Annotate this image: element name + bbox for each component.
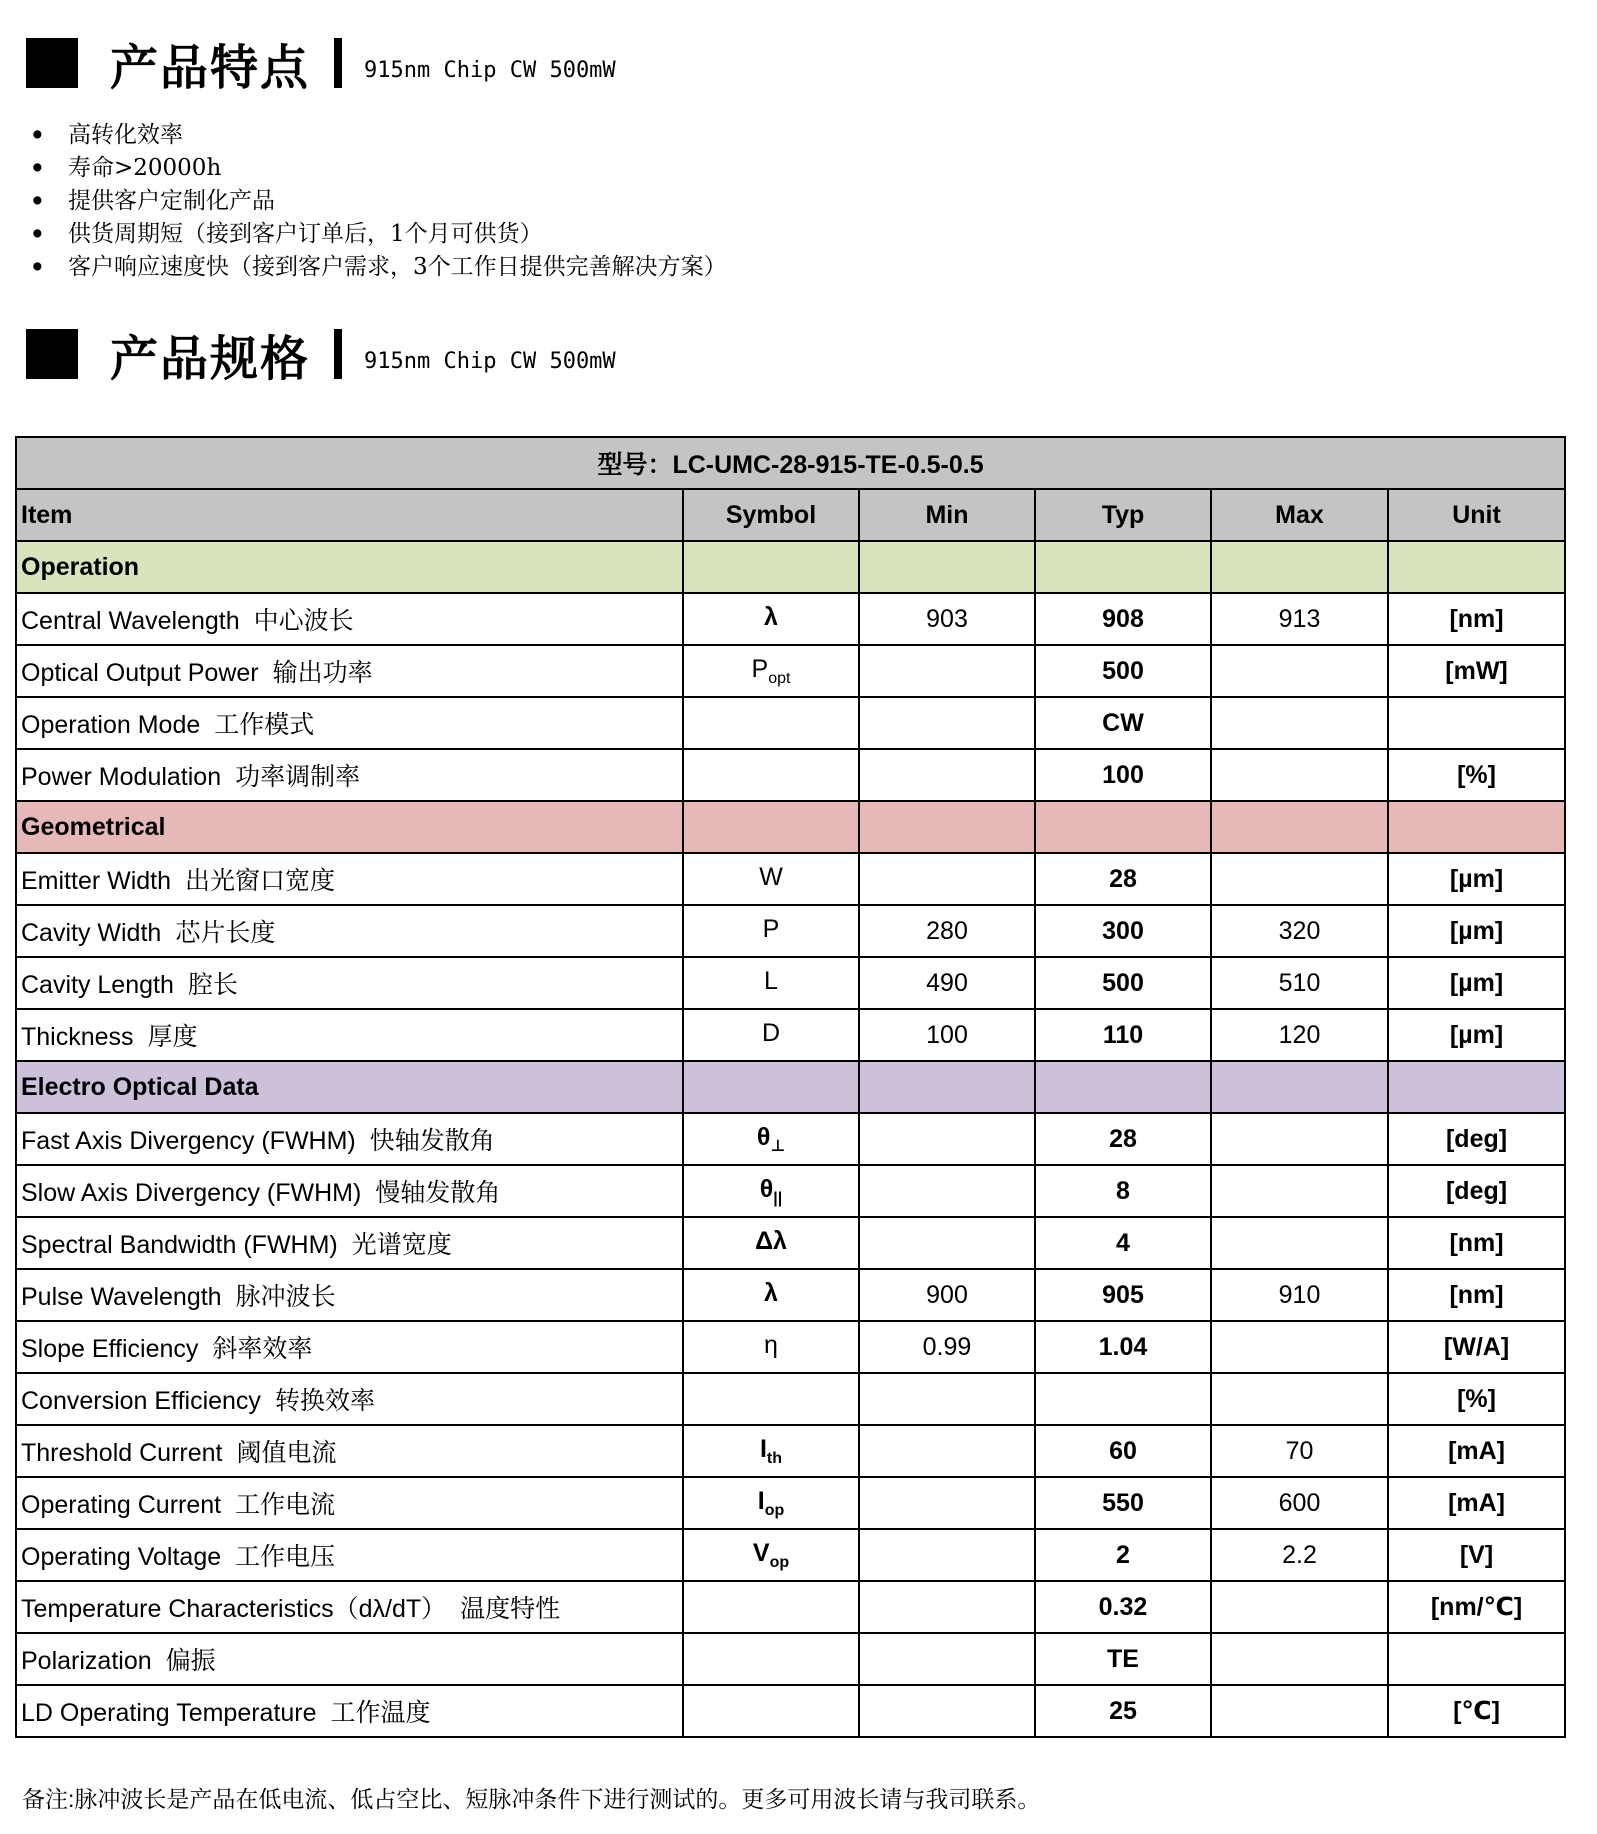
max-cell — [1211, 645, 1388, 697]
table-row — [16, 1529, 1565, 1581]
group-filler — [1211, 541, 1388, 593]
min-cell: 490 — [859, 957, 1035, 1009]
max-cell — [1211, 1321, 1388, 1373]
table-row — [16, 1165, 1565, 1217]
unit-cell: [V] — [1388, 1529, 1565, 1581]
symbol-subscript: opt — [768, 669, 791, 687]
symbol: I — [759, 1434, 767, 1463]
item-name-cn: 中心波长 — [253, 607, 354, 635]
heading-square-icon — [26, 329, 78, 379]
min-cell — [859, 1113, 1035, 1165]
max-cell — [1211, 1165, 1388, 1217]
symbol-cell — [683, 1009, 859, 1061]
typ-cell: 28 — [1035, 853, 1211, 905]
min-cell — [859, 1633, 1035, 1685]
symbol-cell — [683, 905, 859, 957]
max-cell — [1211, 697, 1388, 749]
unit-cell: [deg] — [1388, 1165, 1565, 1217]
symbol-cell — [683, 1165, 859, 1217]
item-cell — [16, 749, 683, 801]
heading-divider — [334, 329, 342, 379]
symbol-cell — [683, 853, 859, 905]
unit-cell: [nm] — [1388, 593, 1565, 645]
typ-cell — [1035, 1373, 1211, 1425]
group-filler — [1388, 1061, 1565, 1113]
item-name: Central Wavelength — [21, 607, 240, 635]
unit-cell: [nm] — [1388, 1269, 1565, 1321]
item-cell — [16, 1217, 683, 1269]
group-row — [16, 801, 1565, 853]
min-cell: 0.99 — [859, 1321, 1035, 1373]
unit-cell — [1388, 697, 1565, 749]
item-name-cn: 温度特性 — [460, 1595, 561, 1623]
symbol: Δλ — [755, 1226, 787, 1255]
item-name-cn: 功率调制率 — [235, 763, 361, 791]
symbol: W — [759, 862, 783, 891]
min-cell — [859, 1373, 1035, 1425]
typ-cell: 60 — [1035, 1425, 1211, 1477]
item-cell — [16, 1633, 683, 1685]
col-header-unit: Unit — [1388, 489, 1565, 541]
unit-cell: [mA] — [1388, 1425, 1565, 1477]
group-filler — [1035, 801, 1211, 853]
unit-cell: [µm] — [1388, 853, 1565, 905]
typ-cell: 300 — [1035, 905, 1211, 957]
symbol: V — [752, 1538, 770, 1567]
item-name: Power Modulation — [21, 763, 222, 791]
table-row — [16, 1373, 1565, 1425]
min-cell — [859, 749, 1035, 801]
col-header-max: Max — [1211, 489, 1388, 541]
item-cell — [16, 1529, 683, 1581]
symbol-cell — [683, 1113, 859, 1165]
unit-cell: [µm] — [1388, 905, 1565, 957]
item-name-cn: 出光窗口宽度 — [185, 867, 336, 895]
item-name: LD Operating Temperature — [21, 1699, 317, 1727]
spec-subtitle: 915nm Chip CW 500mW — [364, 348, 616, 374]
col-header-min: Min — [859, 489, 1035, 541]
spec-heading — [26, 324, 616, 387]
group-filler — [683, 1061, 859, 1113]
symbol: η — [764, 1330, 778, 1359]
max-cell: 120 — [1211, 1009, 1388, 1061]
item-name: Operating Current — [21, 1491, 222, 1519]
item-cell — [16, 853, 683, 905]
item-name: Operation Mode — [21, 711, 201, 739]
bullet-icon: • — [30, 155, 45, 182]
item-name: Cavity Width — [21, 919, 162, 947]
group-filler — [859, 1061, 1035, 1113]
max-cell: 913 — [1211, 593, 1388, 645]
spec-table — [15, 436, 1566, 1738]
item-cell — [16, 957, 683, 1009]
min-cell — [859, 1477, 1035, 1529]
item-name-cn: 慢轴发散角 — [375, 1179, 501, 1207]
unit-cell: [mA] — [1388, 1477, 1565, 1529]
unit-cell: [%] — [1388, 749, 1565, 801]
symbol-cell — [683, 697, 859, 749]
symbol-cell — [683, 1529, 859, 1581]
group-filler — [859, 801, 1035, 853]
item-cell — [16, 905, 683, 957]
group-filler — [1388, 541, 1565, 593]
table-row — [16, 853, 1565, 905]
min-cell — [859, 1425, 1035, 1477]
list-item: • 供货周期短（接到客户订单后，1个月可供货） — [26, 218, 727, 251]
unit-cell: [nm/℃] — [1388, 1581, 1565, 1633]
max-cell: 320 — [1211, 905, 1388, 957]
bullet-icon: • — [30, 188, 45, 215]
symbol-cell — [683, 1685, 859, 1737]
max-cell — [1211, 1633, 1388, 1685]
table-row — [16, 1581, 1565, 1633]
item-name-cn: 工作电压 — [235, 1543, 336, 1571]
min-cell — [859, 1529, 1035, 1581]
list-item: • 高转化效率 — [26, 119, 727, 152]
item-name-cn: 输出功率 — [272, 659, 373, 687]
max-cell — [1211, 749, 1388, 801]
max-cell: 70 — [1211, 1425, 1388, 1477]
typ-cell: 500 — [1035, 645, 1211, 697]
table-row — [16, 1321, 1565, 1373]
features-subtitle: 915nm Chip CW 500mW — [364, 57, 616, 83]
item-name: Slow Axis Divergency (FWHM) — [21, 1179, 362, 1207]
min-cell — [859, 1217, 1035, 1269]
item-name-cn: 工作温度 — [330, 1699, 431, 1727]
symbol-cell — [683, 1633, 859, 1685]
table-row — [16, 1633, 1565, 1685]
item-name: Polarization — [21, 1647, 152, 1675]
min-cell — [859, 1165, 1035, 1217]
symbol-cell — [683, 957, 859, 1009]
max-cell — [1211, 1113, 1388, 1165]
item-name: Emitter Width — [21, 867, 172, 895]
group-filler — [1035, 541, 1211, 593]
item-cell — [16, 1009, 683, 1061]
item-cell — [16, 1685, 683, 1737]
item-cell — [16, 1269, 683, 1321]
list-item: • 寿命>20000h — [26, 152, 727, 185]
group-filler — [1211, 1061, 1388, 1113]
table-row — [16, 1425, 1565, 1477]
item-name-cn: 工作模式 — [214, 711, 315, 739]
group-filler — [1388, 801, 1565, 853]
item-name-cn: 快轴发散角 — [369, 1127, 495, 1155]
symbol-cell — [683, 1581, 859, 1633]
max-cell: 2.2 — [1211, 1529, 1388, 1581]
symbol-subscript: || — [773, 1189, 783, 1207]
spec-title: 产品规格 — [110, 330, 311, 387]
item-cell — [16, 1113, 683, 1165]
table-row — [16, 645, 1565, 697]
list-item: • 提供客户定制化产品 — [26, 185, 727, 218]
item-name-cn: 腔长 — [187, 971, 238, 999]
item-name-cn: 芯片长度 — [175, 919, 276, 947]
item-name: Operating Voltage — [21, 1543, 222, 1571]
heading-divider — [334, 38, 342, 88]
item-name-cn: 阈值电流 — [236, 1439, 337, 1467]
col-header-typ: Typ — [1035, 489, 1211, 541]
max-cell — [1211, 1373, 1388, 1425]
typ-cell: 908 — [1035, 593, 1211, 645]
max-cell: 910 — [1211, 1269, 1388, 1321]
unit-cell: [mW] — [1388, 645, 1565, 697]
item-name: Optical Output Power — [21, 659, 259, 687]
table-row — [16, 749, 1565, 801]
item-name: Slope Efficiency — [21, 1335, 199, 1363]
group-filler — [683, 801, 859, 853]
table-row — [16, 1269, 1565, 1321]
item-cell — [16, 1425, 683, 1477]
max-cell — [1211, 853, 1388, 905]
unit-cell: [deg] — [1388, 1113, 1565, 1165]
table-row — [16, 1113, 1565, 1165]
item-cell — [16, 1581, 683, 1633]
symbol-cell — [683, 593, 859, 645]
symbol: P — [751, 654, 769, 683]
group-filler — [1035, 1061, 1211, 1113]
feature-list — [26, 119, 727, 284]
symbol-cell — [683, 1321, 859, 1373]
typ-cell: 550 — [1035, 1477, 1211, 1529]
item-name: Threshold Current — [21, 1439, 223, 1467]
item-name: Spectral Bandwidth (FWHM) — [21, 1231, 338, 1259]
symbol-cell — [683, 1373, 859, 1425]
table-row — [16, 1217, 1565, 1269]
symbol-cell — [683, 749, 859, 801]
unit-cell: [W/A] — [1388, 1321, 1565, 1373]
typ-cell: 500 — [1035, 957, 1211, 1009]
table-row — [16, 1685, 1565, 1737]
table-row — [16, 697, 1565, 749]
item-name: Temperature Characteristics（dλ/dT） — [21, 1595, 447, 1623]
typ-cell: 25 — [1035, 1685, 1211, 1737]
typ-cell: 100 — [1035, 749, 1211, 801]
max-cell — [1211, 1685, 1388, 1737]
typ-cell: 2 — [1035, 1529, 1211, 1581]
group-label: Geometrical — [16, 801, 683, 853]
typ-cell: 0.32 — [1035, 1581, 1211, 1633]
symbol: P — [762, 914, 780, 943]
item-name: Fast Axis Divergency (FWHM) — [21, 1127, 356, 1155]
group-filler — [1211, 801, 1388, 853]
symbol-subscript: op — [769, 1553, 790, 1571]
max-cell: 600 — [1211, 1477, 1388, 1529]
item-cell — [16, 1321, 683, 1373]
bullet-icon: • — [30, 221, 45, 248]
max-cell: 510 — [1211, 957, 1388, 1009]
footnote: 备注:脉冲波长是产品在低电流、低占空比、短脉冲条件下进行测试的。更多可用波长请与我司联系。 — [22, 1786, 1041, 1812]
symbol-cell — [683, 1217, 859, 1269]
unit-cell: [nm] — [1388, 1217, 1565, 1269]
item-cell — [16, 1373, 683, 1425]
typ-cell: 110 — [1035, 1009, 1211, 1061]
unit-cell: [℃] — [1388, 1685, 1565, 1737]
item-name-cn: 转换效率 — [274, 1387, 375, 1415]
group-label: Electro Optical Data — [16, 1061, 683, 1113]
item-name-cn: 厚度 — [147, 1023, 198, 1051]
item-name: Pulse Wavelength — [21, 1283, 222, 1311]
min-cell: 100 — [859, 1009, 1035, 1061]
heading-square-icon — [26, 38, 78, 88]
max-cell — [1211, 1581, 1388, 1633]
min-cell: 903 — [859, 593, 1035, 645]
typ-cell: 8 — [1035, 1165, 1211, 1217]
symbol-cell — [683, 645, 859, 697]
min-cell — [859, 1685, 1035, 1737]
symbol: θ — [756, 1122, 771, 1151]
unit-cell: [µm] — [1388, 957, 1565, 1009]
unit-cell — [1388, 1633, 1565, 1685]
symbol-cell — [683, 1425, 859, 1477]
symbol: λ — [764, 602, 778, 631]
symbol-subscript: th — [766, 1449, 783, 1467]
item-name-cn: 偏振 — [165, 1647, 216, 1675]
group-row — [16, 1061, 1565, 1113]
item-cell — [16, 645, 683, 697]
group-label: Operation — [16, 541, 683, 593]
item-name-cn: 脉冲波长 — [235, 1283, 336, 1311]
min-cell: 900 — [859, 1269, 1035, 1321]
unit-cell: [µm] — [1388, 1009, 1565, 1061]
min-cell — [859, 645, 1035, 697]
symbol-subscript: ⊥ — [770, 1137, 786, 1155]
symbol: D — [761, 1018, 781, 1047]
symbol-cell — [683, 1477, 859, 1529]
group-filler — [859, 541, 1035, 593]
list-item: • 客户响应速度快（接到客户需求，3个工作日提供完善解决方案） — [26, 251, 727, 284]
typ-cell: 905 — [1035, 1269, 1211, 1321]
features-heading — [26, 33, 616, 96]
symbol: θ — [759, 1174, 774, 1203]
table-row — [16, 905, 1565, 957]
item-name-cn: 光谱宽度 — [351, 1231, 452, 1259]
min-cell — [859, 853, 1035, 905]
item-name-cn: 斜率效率 — [212, 1335, 313, 1363]
col-header-item: Item — [16, 489, 683, 541]
typ-cell: 4 — [1035, 1217, 1211, 1269]
item-name-cn: 工作电流 — [235, 1491, 336, 1519]
item-name: Conversion Efficiency — [21, 1387, 261, 1415]
bullet-icon: • — [30, 122, 45, 149]
table-row — [16, 593, 1565, 645]
typ-cell: 28 — [1035, 1113, 1211, 1165]
group-filler — [683, 541, 859, 593]
symbol-cell — [683, 1269, 859, 1321]
item-cell — [16, 1165, 683, 1217]
bullet-icon: • — [30, 254, 45, 281]
item-name: Thickness — [21, 1023, 134, 1051]
symbol: λ — [764, 1278, 778, 1307]
min-cell — [859, 697, 1035, 749]
item-cell — [16, 697, 683, 749]
table-row — [16, 1477, 1565, 1529]
min-cell: 280 — [859, 905, 1035, 957]
features-title: 产品特点 — [110, 39, 311, 96]
typ-cell: 1.04 — [1035, 1321, 1211, 1373]
max-cell — [1211, 1217, 1388, 1269]
table-row — [16, 957, 1565, 1009]
symbol-subscript: op — [764, 1501, 785, 1519]
header-row — [16, 489, 1565, 541]
item-cell — [16, 1477, 683, 1529]
group-row — [16, 541, 1565, 593]
model-number: 型号：LC-UMC-28-915-TE-0.5-0.5 — [16, 437, 1565, 489]
item-name: Cavity Length — [21, 971, 174, 999]
symbol: I — [757, 1486, 765, 1515]
typ-cell: TE — [1035, 1633, 1211, 1685]
min-cell — [859, 1581, 1035, 1633]
item-cell — [16, 593, 683, 645]
col-header-symbol: Symbol — [683, 489, 859, 541]
unit-cell: [%] — [1388, 1373, 1565, 1425]
model-row — [16, 437, 1565, 489]
table-row — [16, 1009, 1565, 1061]
typ-cell: CW — [1035, 697, 1211, 749]
symbol: L — [764, 966, 778, 995]
